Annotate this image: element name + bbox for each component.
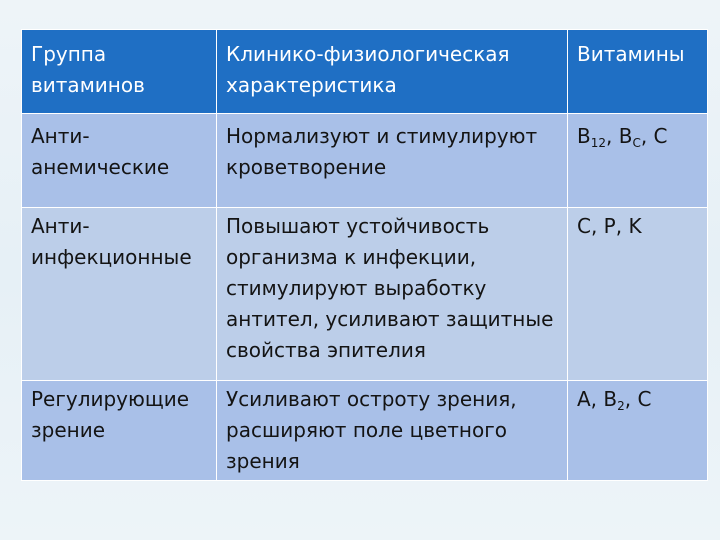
vitamins-table xyxy=(21,29,708,481)
header-characteristic-label: Клинико-физиологическая характеристика xyxy=(226,42,510,97)
vitamin-subscript: C xyxy=(632,136,641,150)
cell-vitamins xyxy=(568,208,708,381)
vitamin-text: A, B xyxy=(577,387,618,411)
vitamin-text: , C xyxy=(624,387,652,411)
table-header-row xyxy=(22,30,708,114)
cell-characteristic xyxy=(217,208,568,381)
table-row xyxy=(22,208,708,381)
cell-characteristic xyxy=(217,114,568,208)
cell-group xyxy=(22,208,217,381)
cell-characteristic-text: Усиливают остроту зрения, расширяют поле цветного зрения xyxy=(226,387,517,473)
table-row xyxy=(22,114,708,208)
cell-group-text: Регулирующие зрение xyxy=(31,387,189,442)
table-row xyxy=(22,381,708,481)
cell-characteristic-text: Нормализуют и стимулируют кроветворение xyxy=(226,124,538,179)
header-vitamins xyxy=(568,30,708,114)
vitamin-text: B xyxy=(577,124,591,148)
header-vitamin-group xyxy=(22,30,217,114)
vitamin-text: , C xyxy=(640,124,668,148)
vitamin-text: , B xyxy=(606,124,633,148)
vitamin-subscript: 2 xyxy=(617,399,625,413)
vitamin-text: C, P, K xyxy=(577,214,642,238)
cell-vitamins xyxy=(568,381,708,481)
header-vitamin-group-label: Группа витаминов xyxy=(31,42,145,97)
header-characteristic xyxy=(217,30,568,114)
cell-characteristic-text: Повышают устойчивость организма к инфекции, стимулируют выработку антител, усиливают защитные свойства эпителия xyxy=(226,214,554,362)
cell-group xyxy=(22,381,217,481)
cell-group xyxy=(22,114,217,208)
cell-vitamins xyxy=(568,114,708,208)
vitamin-subscript: 12 xyxy=(590,136,607,150)
header-vitamins-label: Витамины xyxy=(577,42,685,66)
cell-group-text: Анти-инфекционные xyxy=(31,214,192,269)
cell-group-text: Анти-анемические xyxy=(31,124,170,179)
cell-characteristic xyxy=(217,381,568,481)
